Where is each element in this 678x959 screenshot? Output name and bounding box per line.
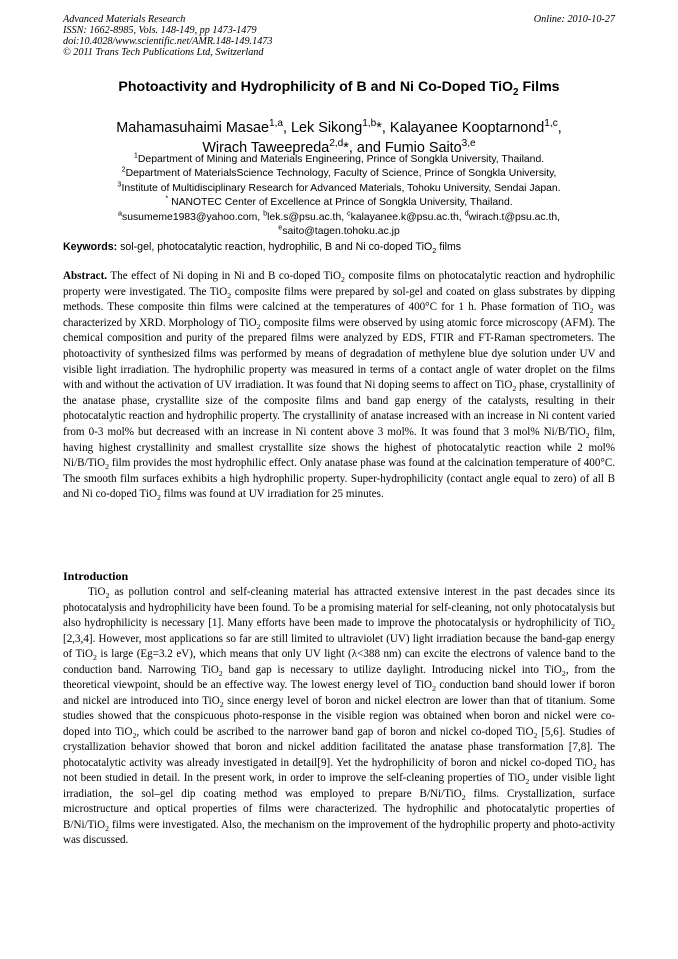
introduction-body: TiO$_2$ as pollution control and self-cleaning material has attracted extensive interest in the past decades since its photocatalysis and hydrophilicity have been found. To be a promising material for self-cleaning, not only photocatalysis but also hydrophilicity is necessary [1]. Many efforts have been made to improve the photocatalysis or hydrophilicity of TiO$_2$ [2,3,4]. However, most applications so far are still limited to ultraviolet (UV) light irradiation because the band-gap energy of TiO$_2$ is large (Eg=3.2 eV), which means that only UV light (λ<388 nm) can excite the electrons of valence band to the conduction band. Narrowing TiO$_2$ band gap is necessary to utilize daylight. Introducing nickel into TiO$_2$, from the theoretical viewpoint, should be an effective way. The lowest energy level of TiO$_2$ conduction band should lower if boron and nickel are introduced into TiO$_2$ since energy level of boron and nickel electron are lower than that of titanium. Some studies showed that the conspicuous photo-response in the visible region was obtained when boron and nickel were co-doped into TiO$_2$, which could be ascribed to the narrower band gap of boron and nickel co-doped TiO$_2$ [5,6]. Studies of crystallization behavior showed that boron and nickel addition facilitated the anatase phase transformation [7,8]. The photocatalytic activity was already investigated in detail[9]. Yet the hydrophilicity of boron and nickel co-doped TiO$_2$ has not been studied in detail. In the present work, in order to improve the self-cleaning properties of TiO$_2$ under visible light irradiation, the sol–gel dip coating method was employed to prepare B/Ni/TiO$_2$ films. Crystallization, surface microstructure and optical properties of films were characterized. The hydrophilic and photocatalytic properties of B/Ni/TiO$_2$ films were investigated. Also, the mechanism on the improvement of the hydrophilic property and photo-activity was discussed.	[63, 586, 616, 846]
journal-issn: ISSN: 1662-8985, Vols. 148-149, pp 1473-1479	[63, 25, 257, 36]
author-email-last: $^e$saito@tagen.tohoku.ac.jp	[278, 222, 400, 238]
affiliation-2: $^2$Department of MaterialsScience Technology, Faculty of Science, Prince of Songkla University,	[121, 164, 557, 180]
keywords: Keywords: sol-gel, photocatalytic reaction, hydrophilic, B and Ni co-doped TiO$_2$ films	[63, 241, 462, 256]
journal-name: Advanced Materials Research	[63, 14, 186, 25]
abstract: Abstract. The effect of Ni doping in Ni and B co-doped TiO$_2$ composite films on photocatalytic reaction and hydrophilic property were investigated. The TiO$_2$ composite films were prepared by sol-gel and coated on glass substrates by dipping methods. These composite thin films were calcined at the temperatures of 400°C for 1 h. Phase formation of TiO$_2$ was characterized by XRD. Morphology of TiO$_2$ composite films were observed by using atomic force microscopy (AFM). The chemical composition and purity of the prepared films were analyzed by EDS, FTIR and FT-Raman spectrometers. The photoactivity of synthesized films was performed by means of degradation of methylene blue dye solution under UV and visible light irradiation. The hydrophilic property was measured in terms of a contact angle of water droplet on the films with and without the activation of UV irradiation. It was found that Ni doping seems to affect on TiO$_2$ phase, crystallinity of the anatase phase, crystallite size of the composite films and band gap energy of the catalysts, resulting in their photocatalytic reaction and hydrophilic property. The crystallinity of anatase increased with an increase in Ni content varied from 0-3 mol% but decreased with an increase in Ni content above 3 mol%. It was found that 3 mol% Ni/B/TiO$_2$ film, having highest crystallinity and smallest crystallite size shows the highest of photocatalytic reaction while 2 mol% Ni/B/TiO$_2$ film provides the most hydrophilic effect. Only anatase phase was found at the calcination temperature of 400°C. The smooth film surfaces exhibits a high hydrophilic property. Super-hydrophilicity (contact angle equal to zero) of all B and Ni co-doped TiO$_2$ films was found at UV irradiation for 25 minutes.	[63, 270, 616, 503]
abstract-label: Abstract.	[63, 270, 108, 282]
affiliations	[40, 150, 638, 239]
affiliation-4: * NANOTEC Center of Excellence at Prince of Songkla University, Thailand.	[165, 193, 513, 209]
paper-title: Photoactivity and Hydrophilicity of B and Ni Co-Doped TiO$_2$ Films	[118, 79, 560, 98]
author-emails: $^a$susumeme1983@yahoo.com, $^b$lek.s@psu.ac.th, $^c$kalayanee.k@psu.ac.th, $^d$wirach.t@psu.ac.th,	[117, 208, 561, 223]
affiliation-3: $^3$Institute of Multidisciplinary Research for Advanced Materials, Tohoku University, Sendai Japan.	[117, 179, 561, 194]
author-list: Mahamasuhaimi Masae$^{1,a}$, Lek Sikong$^{1,b}$*, Kalayanee Kooptarnond$^{1,c}$, Wirach Taweepreda$^{2,d}$*, and Fumio Saito$^{3,e}$	[116, 118, 562, 156]
affiliation-1: $^1$Department of Mining and Materials Engineering, Prince of Songkla University, Thailand.	[133, 150, 545, 165]
introduction-heading: Introduction	[63, 569, 129, 583]
online-date: Online: 2010-10-27	[533, 14, 615, 25]
journal-doi: doi:10.4028/www.scientific.net/AMR.148-149.1473	[63, 36, 273, 47]
journal-header	[63, 14, 615, 58]
journal-copyright: © 2011 Trans Tech Publications Ltd, Switzerland	[63, 47, 264, 58]
